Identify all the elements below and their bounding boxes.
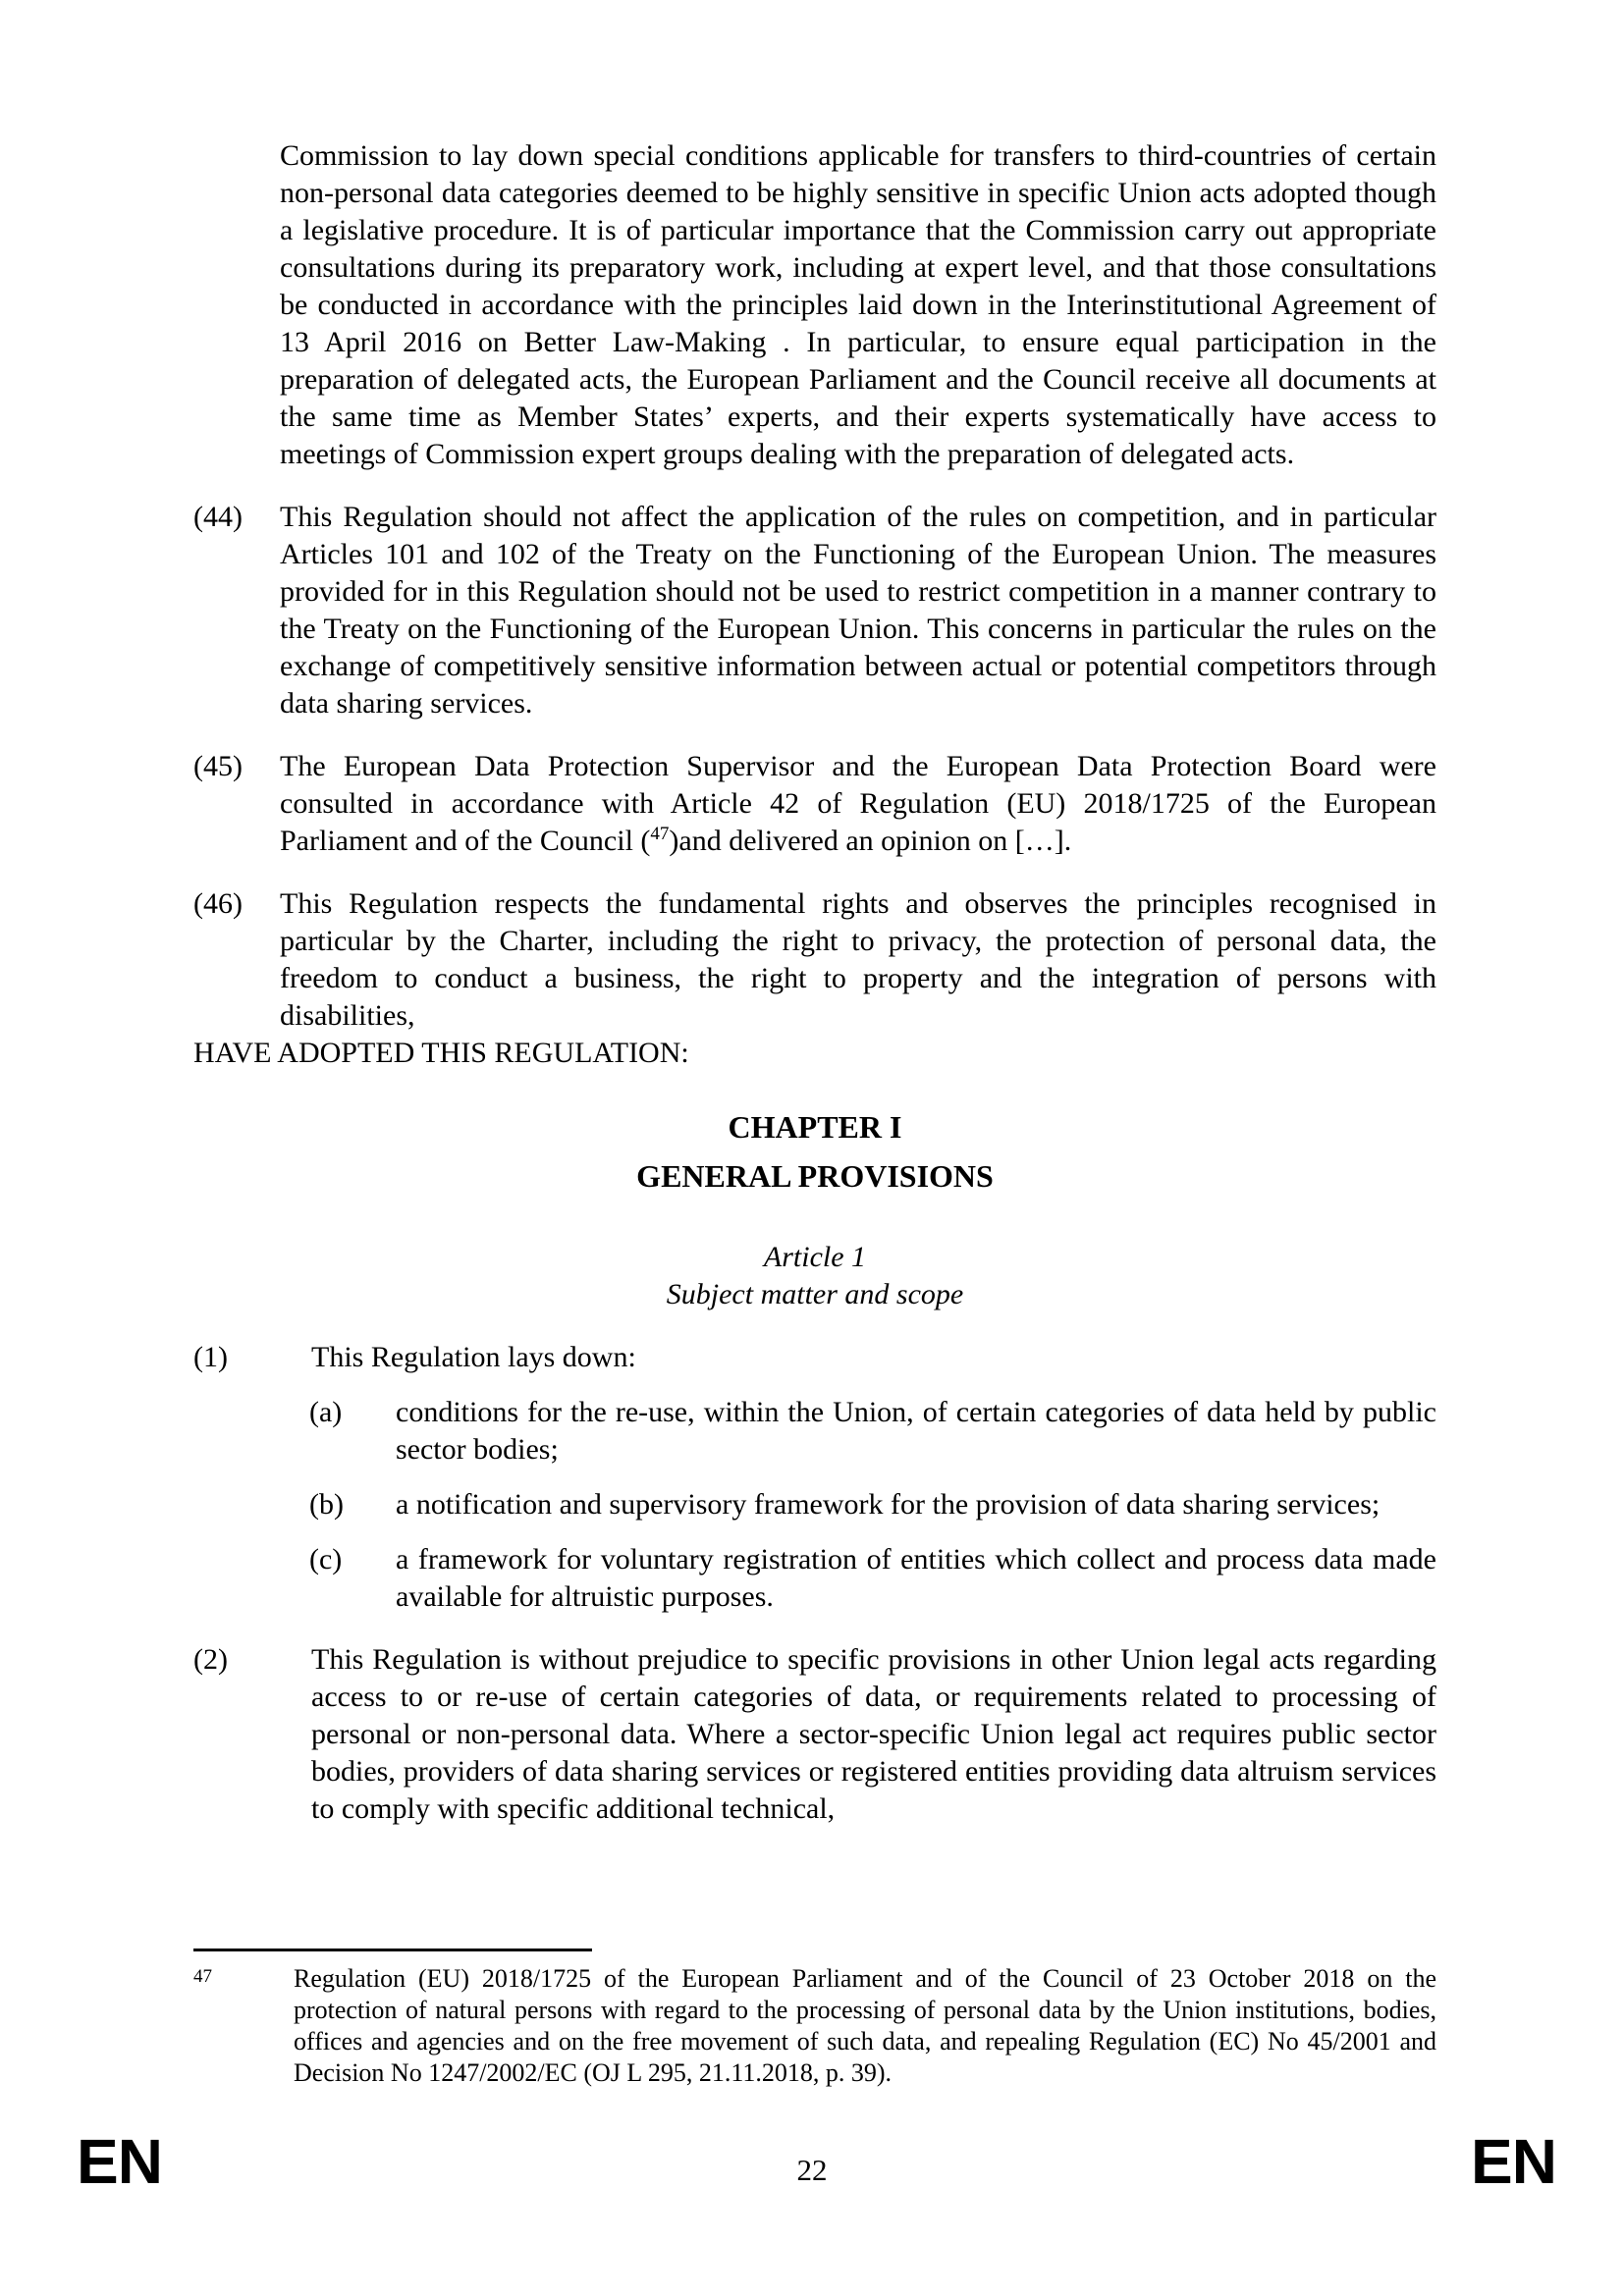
language-badge-right: EN (1471, 2126, 1556, 2197)
footnote-47 (193, 1963, 1436, 2089)
article-paragraph-2 (193, 1641, 1436, 1828)
page-number: 22 (796, 2153, 828, 2187)
point-a (309, 1394, 1436, 1468)
point-c-text: a framework for voluntary registration of entities which collect and process data made available for altruistic purposes. (396, 1543, 1436, 1613)
recital-44 (193, 499, 1436, 722)
document-body (193, 137, 1436, 1828)
article-paragraph-2-text: This Regulation is without prejudice to specific provisions in other Union legal acts regarding access to or re-use of certain categories of data, or requirements related to processing of personal or non-personal data. Where a sector-specific Union legal act requires public sector bodies, providers of data sharing services or registered entities providing data altruism services to comply with specific additional technical, (311, 1643, 1436, 1825)
recital-45-text-after-ref: )and delivered an opinion on […]. (669, 825, 1072, 857)
point-b (309, 1486, 1436, 1523)
footnote-47-number: 47 (193, 1966, 212, 1987)
language-badge-left: EN (77, 2126, 162, 2197)
footnote-section (193, 1949, 1436, 2089)
footnote-separator (193, 1949, 592, 1951)
article-paragraph-2-number: (2) (193, 1643, 228, 1676)
recital-44-number: (44) (193, 501, 243, 533)
recital-45-text (280, 748, 1436, 860)
point-b-text: a notification and supervisory framework for the provision of data sharing services; (396, 1488, 1380, 1521)
recital-46-number: (46) (193, 887, 243, 920)
article-paragraph-1-number: (1) (193, 1341, 228, 1373)
point-a-text: conditions for the re-use, within the Union, of certain categories of data held by public sector bodies; (396, 1396, 1436, 1466)
footnote-reference-47: 47 (650, 824, 670, 844)
footnote-47-text: Regulation (EU) 2018/1725 of the European Parliament and of the Council of 23 October 2018 on the protection of natural persons with regard to the processing of personal data by the Union institutions, bodies, offices and agencies and on the free movement of such data, and repealing Regulation (EC) No 45/2001 and Decision No 1247/2002/EC (OJ L 295, 21.11.2018, p. 39). (294, 1964, 1436, 2087)
point-c-marker: (c) (309, 1543, 343, 1575)
article-paragraph-1 (193, 1339, 1436, 1376)
chapter-subtitle: GENERAL PROVISIONS (636, 1158, 994, 1194)
recital-45-text-before-ref: The European Data Protection Supervisor and the European Data Protection Board were consulted in accordance with Article 42 of Regulation (EU) 2018/1725 of the European Parliament and of the Council ( (280, 750, 1436, 857)
article-title: Article 1 (763, 1241, 867, 1273)
recital-45-number: (45) (193, 750, 243, 782)
recital-46 (193, 885, 1436, 1035)
recital-45 (193, 748, 1436, 860)
chapter-title: CHAPTER I (728, 1109, 902, 1145)
recital-44-text: This Regulation should not affect the application of the rules on competition, and in particular Articles 101 and 102 of the Treaty on the Functioning of the European Union. The measures provided for in this Regulation should not be used to restrict competition in a manner contrary to the Treaty on the Functioning of the European Union. This concerns in particular the rules on the exchange of competitively sensitive information between actual or potential competitors through data sharing services. (280, 501, 1436, 720)
article-paragraph-1-text: This Regulation lays down: (311, 1341, 636, 1373)
recital-46-text: This Regulation respects the fundamental rights and observes the principles recognised in particular by the Charter, including the right to privacy, the protection of personal data, the freedom to conduct a business, the right to property and the integration of persons with disabilities, (280, 887, 1436, 1032)
article-subtitle: Subject matter and scope (666, 1278, 964, 1310)
point-b-marker: (b) (309, 1488, 344, 1521)
recital-continuation-text: Commission to lay down special conditions applicable for transfers to third-countries of certain non-personal data categories deemed to be highly sensitive in specific Union acts adopted though a legislative procedure. It is of particular importance that the Commission carry out appropriate consultations during its preparatory work, including at expert level, and that those consultations be conducted in accordance with the principles laid down in the Interinstitutional Agreement of 13 April 2016 on Better Law-Making . In particular, to ensure equal participation in the preparation of delegated acts, the European Parliament and the Council receive all documents at the same time as Member States’ experts, and their experts systematically have access to meetings of Commission expert groups dealing with the preparation of delegated acts. (280, 139, 1436, 470)
adopted-clause: HAVE ADOPTED THIS REGULATION: (193, 1037, 689, 1069)
point-c (309, 1541, 1436, 1616)
point-a-marker: (a) (309, 1396, 343, 1428)
